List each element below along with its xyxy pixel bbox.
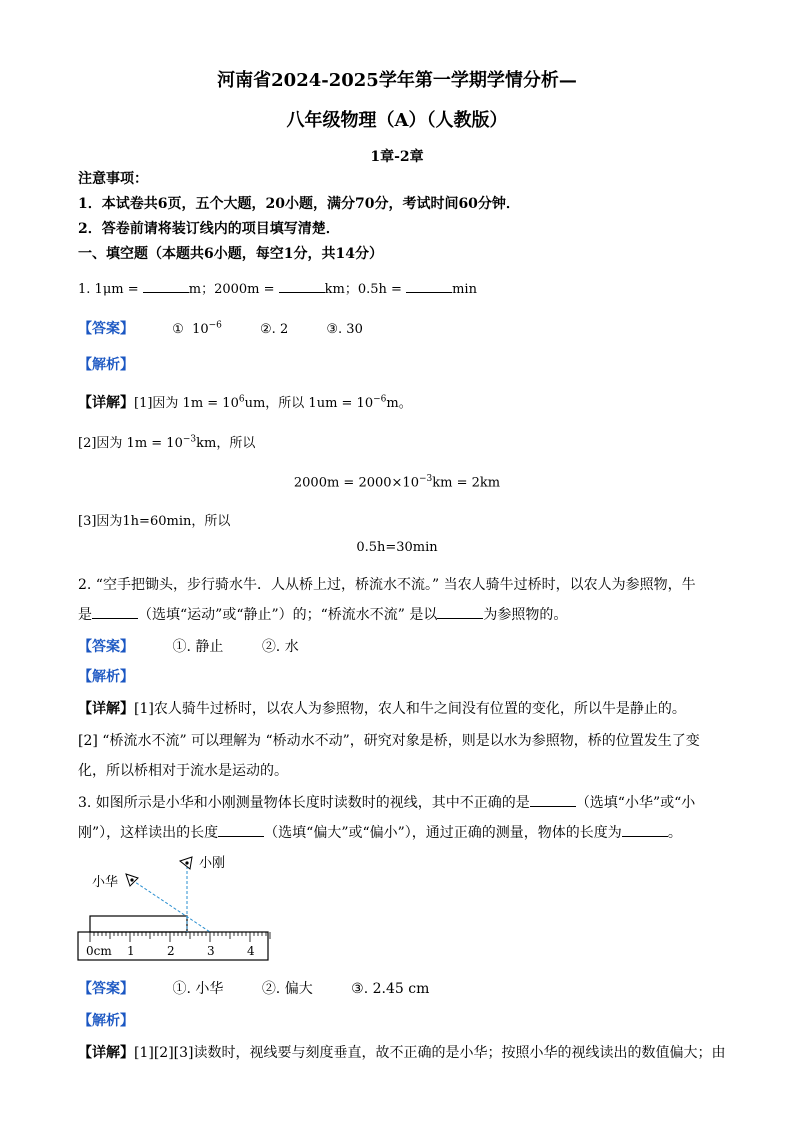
q1-answer-3: ③. 30	[326, 322, 363, 337]
detail-label: 【详解】	[78, 395, 134, 411]
q1-blank-1[interactable]	[143, 278, 189, 293]
q3-line-1: 3. 如图所示是小华和小刚测量物体长度时读数时的视线，其中不正确的是 （选填“小华”或“小	[78, 792, 695, 812]
section-heading: 一、填空题（本题共6小题，每空1分，共14分）	[78, 246, 383, 262]
q1-blank-3[interactable]	[406, 278, 452, 293]
q2-answer	[78, 636, 299, 656]
q2-line-2: 是 （选填“运动”或“静止”）的；“桥流水不流” 是以 为参照物的。	[78, 604, 567, 624]
q1-answer	[78, 318, 363, 338]
analysis-label: 【解析】	[78, 669, 134, 685]
q1-question	[78, 278, 477, 297]
q1-equation-1: $2000m = 2000\times 10^{-3}km = 2km$	[293, 474, 501, 491]
q3-blank-3[interactable]	[622, 822, 668, 837]
q1-equation-2: 0.5h=30min	[356, 540, 438, 555]
detail-label: 【详解】	[78, 701, 134, 717]
ruler-tick-label: 2	[167, 944, 175, 958]
q1-detail-2: [2]因为 $1m = 10^{-3}km$，所以	[78, 434, 256, 451]
page-subtitle: 八年级物理（A）（人教版）	[286, 110, 508, 131]
notice-item-1: 1．本试卷共6页，五个大题，20小题，满分70分，考试时间60分钟．	[78, 196, 520, 212]
ruler-figure	[70, 850, 290, 970]
q1-part1-unit: m；2000m =	[188, 282, 275, 297]
q1-detail-1: 【详解】[1]因为 $1m = 10^6um$，所以 $1um = 10^{-6}m$。	[78, 394, 412, 411]
q2-blank-2[interactable]	[437, 604, 483, 619]
notice-item-2: 2．答卷前请将装订线内的项目填写清楚．	[78, 221, 340, 237]
q3-blank-1[interactable]	[530, 792, 576, 807]
analysis-label: 【解析】	[78, 357, 134, 373]
ruler-ticks	[90, 932, 270, 942]
answer-label: 【答案】	[78, 639, 134, 655]
q3-line-2: 刚”），这样读出的长度 （选填“偏大”或“偏小”），通过正确的测量，物体的长度为 。	[78, 822, 682, 842]
detail-label: 【详解】	[78, 1045, 134, 1061]
tick-labels	[86, 944, 255, 958]
ruler-tick-label: 0cm	[86, 944, 112, 958]
answer-label: 【答案】	[78, 321, 134, 337]
ruler-tick-label: 4	[247, 944, 255, 958]
q1-blank-2[interactable]	[279, 278, 325, 293]
q2-answer-2: ②. 水	[261, 639, 299, 655]
q2-answer-1: ①. 静止	[172, 639, 224, 655]
sight-line-xiaohua	[132, 880, 210, 932]
answer-label: 【答案】	[78, 981, 134, 997]
page-title: 河南省2024-2025学年第一学期学情分析—	[217, 70, 577, 91]
measured-object	[90, 916, 187, 932]
q1-number: 1.	[78, 282, 91, 297]
q2-blank-1[interactable]	[92, 604, 138, 619]
ruler-tick-label: 3	[207, 944, 215, 958]
q3-answer-2: ②. 偏大	[261, 981, 313, 997]
q2-detail-2-line-1: [2] “桥流水不流” 可以理解为 “桥动水不动”，研究对象是桥，则是以水为参照物，桥的位置发生了变	[78, 733, 700, 749]
q1-answer-2: ②. 2	[260, 322, 289, 337]
analysis-label: 【解析】	[78, 1013, 134, 1029]
q1-part2-unit: km；0.5h =	[324, 282, 402, 297]
eye-icon	[180, 857, 192, 869]
q2-line-1: 2. “空手把锄头，步行骑水牛．人从桥上过，桥流水不流。” 当农人骑牛过桥时，以农人为参照物，牛	[78, 577, 696, 593]
ruler-tick-label: 1	[127, 944, 135, 958]
chapter-range: 1章-2章	[370, 149, 424, 165]
label-xiaohua: 小华	[92, 875, 119, 890]
q2-detail-2-line-2: 化，所以桥相对于流水是运动的。	[78, 763, 288, 779]
notice-heading: 注意事项：	[78, 171, 148, 187]
q3-answer	[78, 978, 429, 998]
q1-detail-3: [3]因为1h=60min，所以	[78, 514, 231, 529]
q1-answer-1: ① $10^{-6}$	[172, 320, 222, 337]
q1-part3-unit: min	[452, 282, 477, 297]
q2-detail-1: 【详解】[1]农人骑牛过桥时，以农人为参照物，农人和牛之间没有位置的变化，所以牛是静止的。	[78, 701, 686, 717]
eye-icon	[126, 874, 138, 886]
label-xiaogang: 小刚	[199, 856, 226, 871]
q3-blank-2[interactable]	[218, 822, 264, 837]
q1-part1: 1μm =	[94, 282, 139, 297]
q3-answer-3: ③. 2.45 cm	[351, 981, 430, 997]
q3-answer-1: ①. 小华	[172, 981, 224, 997]
q3-detail: 【详解】[1][2][3]读数时，视线要与刻度垂直，故不正确的是小华；按照小华的视线读出的数值偏大；由	[78, 1045, 726, 1061]
